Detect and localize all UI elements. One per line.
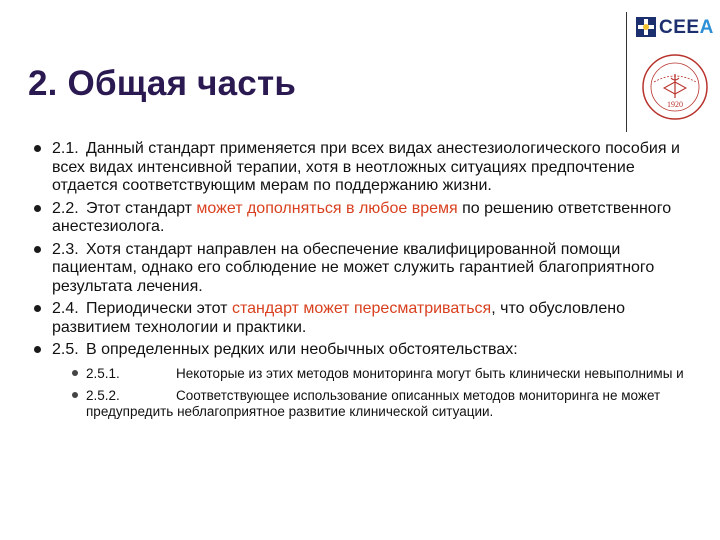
list-item xyxy=(34,241,694,297)
bullet-icon xyxy=(34,246,41,253)
bullet-icon xyxy=(34,346,41,353)
bullet-icon xyxy=(34,145,41,152)
ceea-logo-text-main: CEE xyxy=(659,16,700,38)
standard-items-list xyxy=(34,140,694,419)
item-text: , что обусловлено развитием технологии и практики. xyxy=(52,300,625,336)
ceea-emblem-icon xyxy=(636,17,656,37)
list-item xyxy=(34,300,694,337)
item-number: 2.5. xyxy=(52,341,79,358)
sub-items-list xyxy=(52,366,694,420)
item-text: Данный стандарт применяется при всех видах анестезиологического пособия и всех видах интенсивной терапии, хотя в неотложных ситуациях предпочтение отдается соответствующим мерам по поддержанию жизни. xyxy=(52,140,680,194)
slide-title: 2. Общая часть xyxy=(28,64,297,103)
item-number: 2.4. xyxy=(52,300,79,317)
sub-list-item xyxy=(72,366,694,382)
item-number: 2.3. xyxy=(52,240,79,258)
list-item xyxy=(34,341,694,419)
item-number: 2.2. xyxy=(52,199,79,217)
item-text: Хотя стандарт направлен на обеспечение квалифицированной помощи пациентам, однако его соблюдение не может служить гарантией благоприятного результата лечения. xyxy=(52,240,655,295)
highlighted-text: может дополняться в любое время xyxy=(196,199,458,217)
sub-item-number: 2.5.2. xyxy=(86,388,120,403)
sub-bullet-icon xyxy=(72,392,78,398)
list-item xyxy=(34,140,694,196)
item-text: Этот стандарт xyxy=(86,199,197,217)
ceea-logo xyxy=(636,14,716,40)
sub-list-item xyxy=(72,388,694,419)
item-text: по решению ответственного анестезиолога. xyxy=(52,199,672,235)
bullet-icon xyxy=(34,205,41,212)
sub-bullet-icon xyxy=(72,370,78,376)
sub-item-number: 2.5.1. xyxy=(86,365,120,381)
sub-item-text: Соответствующее использование описанных методов мониторинга не может предупредить неблагоприятное развитие клинической ситуации. xyxy=(86,388,661,419)
society-seal-logo xyxy=(640,52,710,122)
bullet-icon xyxy=(34,305,41,312)
list-item xyxy=(34,200,694,237)
item-text: Периодически этот xyxy=(86,300,232,317)
item-text: В определенных редких или необычных обстоятельствах: xyxy=(86,341,518,358)
sub-item-text: Некоторые из этих методов мониторинга могут быть клинически невыполнимы и xyxy=(176,365,684,381)
seal-year: 1920 xyxy=(667,100,683,109)
ceea-logo-text-accent: A xyxy=(699,16,714,38)
slide-content xyxy=(34,140,694,426)
item-number: 2.1. xyxy=(52,140,79,157)
header-divider xyxy=(626,12,627,132)
highlighted-text: стандарт может пересматриваться xyxy=(231,300,492,317)
